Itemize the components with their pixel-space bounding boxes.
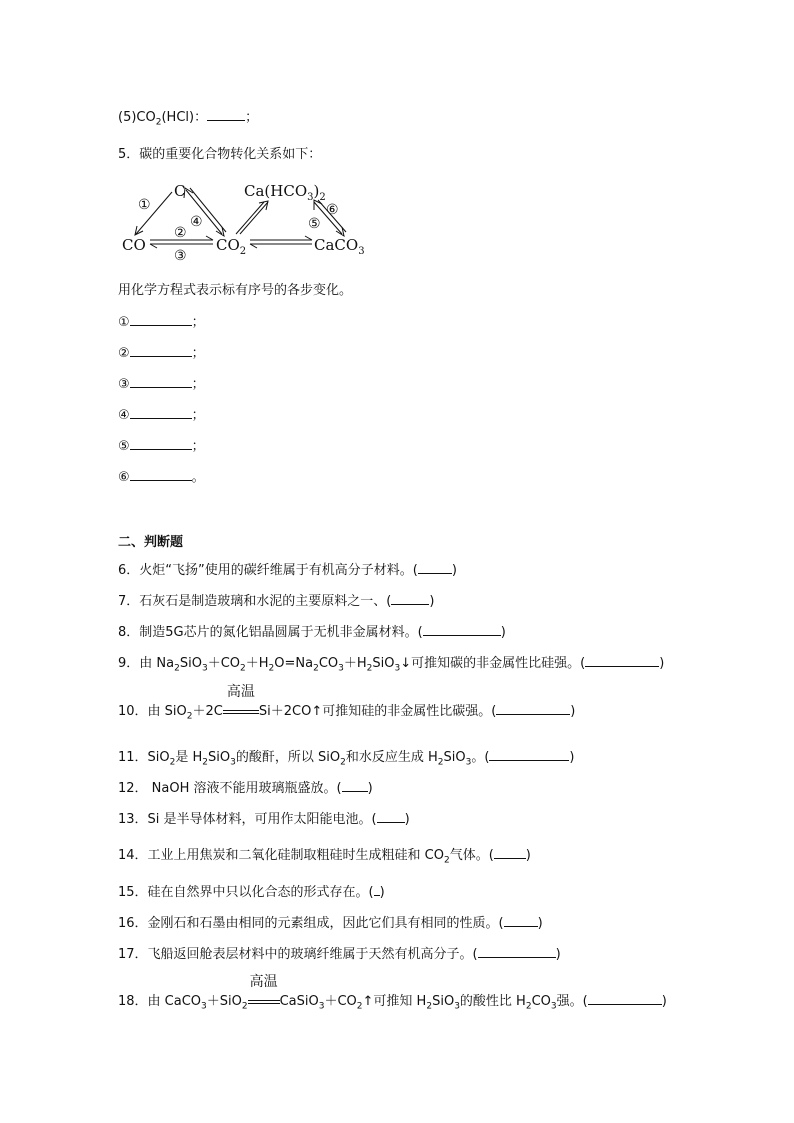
answer-blank[interactable] (130, 468, 192, 481)
answer-line-5: ⑤ ； (118, 439, 205, 454)
question-16: 16．金刚石和石墨由相同的元素组成，因此它们具有相同的性质。( ) (118, 916, 543, 931)
answer-blank[interactable] (130, 375, 192, 388)
label-6: ⑥ (326, 202, 339, 218)
answer-line-6: ⑥ 。 (118, 470, 205, 485)
judgment-blank[interactable] (377, 810, 405, 823)
answer-blank[interactable] (130, 344, 192, 357)
judgment-blank[interactable] (423, 623, 501, 636)
diagram-c: C (174, 182, 186, 200)
answer-line-4: ④ ； (118, 408, 205, 423)
question-9: 9．由 $Na_2SiO_3+CO_2+H_2O=Na_2CO_3+H_2SiO_3↓$可推知碳的非金属性比硅强。( ) (118, 656, 665, 674)
answer-line-2: ② ； (118, 346, 205, 361)
question-10: 10．由 SiO$_2$＋2C 高温 Si＋2CO↑可推知硅的非金属性比碳强。( ) (118, 684, 576, 722)
question-12: 12． NaOH 溶液不能用玻璃瓶盛放。( ) (118, 781, 373, 796)
answer-blank[interactable] (130, 313, 192, 326)
question-13: 13．Si 是半导体材料，可用作太阳能电池。( ) (118, 812, 410, 827)
condition-high-temp: 高温 (248, 993, 280, 1011)
q5-title: 5．碳的重要化合物转化关系如下： (118, 147, 322, 162)
label-3: ③ (174, 248, 187, 264)
answer-line-1: ① ； (118, 315, 205, 330)
label-4: ④ (190, 214, 203, 230)
answer-blank[interactable] (207, 108, 245, 121)
question-6: 6．火炬“飞扬”使用的碳纤维属于有机高分子材料。( ) (118, 563, 457, 578)
condition-high-temp: 高温 (223, 703, 259, 721)
answer-blank[interactable] (130, 437, 192, 450)
section-title: 二、判断题 (118, 535, 184, 550)
q5-instruction: 用化学方程式表示标有序号的各步变化。 (118, 283, 353, 298)
question-17: 17．飞船返回舱表层材料中的玻璃纤维属于天然有机高分子。( ) (118, 947, 561, 962)
question-15: 15．硅在自然界中只以化合态的形式存在。( ) (118, 885, 385, 900)
arrow-co2-cahco3 (236, 202, 264, 234)
label-2: ② (174, 225, 187, 241)
diagram-co2: $CO_2$ (216, 236, 247, 257)
answer-blank[interactable] (130, 406, 192, 419)
judgment-blank[interactable] (478, 945, 556, 958)
question-8: 8．制造5G芯片的氮化铝晶圆属于无机非金属材料。( ) (118, 625, 506, 640)
judgment-blank[interactable] (489, 748, 569, 761)
judgment-blank[interactable] (418, 561, 452, 574)
label-1: ① (138, 197, 151, 213)
answer-line-3: ③ ； (118, 377, 205, 392)
judgment-blank[interactable] (342, 779, 368, 792)
judgment-blank[interactable] (494, 846, 526, 859)
q5-prev-line: $(5)CO_2(HCl)$： ； (118, 110, 259, 128)
question-18: 18．由 CaCO$_3$＋SiO$_2$ 高温 $CaSiO_3+CO_2↑$可推知 $H_2SiO_3$的酸性比 $H_2CO_3$强。( ) (118, 974, 667, 1012)
question-14: 14．工业上用焦炭和二氧化硅制取粗硅时生成粗硅和 $CO_2$气体。( ) (118, 848, 531, 866)
question-7: 7．石灰石是制造玻璃和水泥的主要原料之一、( ) (118, 594, 435, 609)
judgment-blank[interactable] (504, 914, 538, 927)
label-5: ⑤ (308, 216, 321, 232)
question-11: 11．SiO$_2$是 $H_2SiO_3$的酸酐，所以 SiO$_2$和水反应生成 $H_2SiO_3$。( ) (118, 750, 575, 768)
diagram-cahco3: $Ca(HCO_3)_2$ (244, 182, 326, 203)
judgment-blank[interactable] (588, 992, 662, 1005)
judgment-blank[interactable] (391, 592, 429, 605)
judgment-blank[interactable] (585, 654, 659, 667)
carbon-conversion-diagram (118, 176, 378, 266)
diagram-caco3: CaCO$_3$ (314, 236, 365, 257)
diagram-co: CO (122, 236, 146, 254)
judgment-blank[interactable] (496, 702, 570, 715)
